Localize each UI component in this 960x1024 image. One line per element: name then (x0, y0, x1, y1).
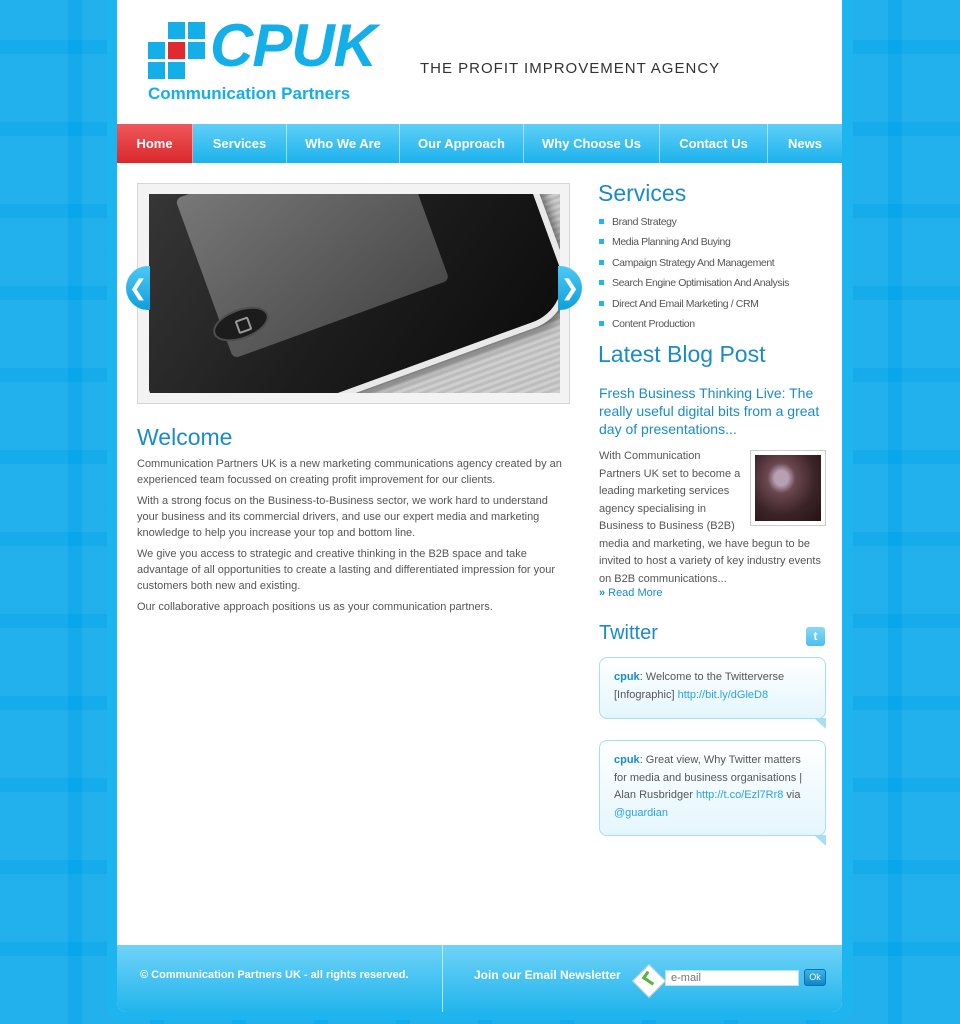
blog-post-title[interactable]: Fresh Business Thinking Live: The really useful digital bits from a great day of presentations... (599, 385, 820, 437)
tweet-suffix: via (783, 789, 801, 801)
service-item-media-planning[interactable]: Media Planning And Buying (598, 234, 838, 254)
slider-prev-arrow-icon[interactable]: ❮ (126, 266, 150, 310)
tweet-user[interactable]: cpuk (614, 671, 640, 683)
read-more-marker: » (599, 587, 606, 599)
blog-thumbnail[interactable] (750, 450, 826, 526)
copyright-text: © Communication Partners UK - all rights reserved. (140, 969, 409, 981)
logo-mark-icon (148, 22, 205, 79)
tweet-user[interactable]: cpuk (614, 754, 640, 766)
tweet-mention[interactable]: @guardian (614, 806, 668, 819)
service-item-brand-strategy[interactable]: Brand Strategy (598, 214, 838, 234)
nav-item-news[interactable]: News (788, 136, 822, 151)
nav-item-services[interactable]: Services (193, 124, 287, 163)
nav-item-our-approach[interactable]: Our Approach (400, 124, 524, 163)
tweet-card (599, 740, 826, 836)
twitter-heading: Twitter (599, 622, 658, 644)
blog-heading: Latest Blog Post (598, 341, 766, 367)
read-more-label: Read More (608, 587, 663, 599)
service-item-direct-email[interactable]: Direct And Email Marketing / CRM (598, 296, 838, 316)
logo[interactable] (148, 12, 377, 110)
welcome-paragraph: We give you access to strategic and creative thinking in the B2B space and take advantage of all opportunities to create a lasting and differentiated impression for your customers both new and existing. (137, 548, 556, 592)
services-list (598, 214, 838, 336)
tagline: THE PROFIT IMPROVEMENT AGENCY (420, 60, 721, 77)
blog-excerpt: With Communication Partners UK set to become a leading marketing services agency specialising in Business to Business (B2B) media and marketing, we have begun to be invited to host a variety of key industry events on B2B communications... (599, 450, 821, 585)
tweet-card (599, 657, 826, 719)
logo-text: CPUK (210, 12, 377, 79)
welcome-paragraph: Communication Partners UK is a new marketing communications agency created by an experienced team focussed on creating profit improvement for our clients. (137, 458, 562, 486)
nav-item-contact-us[interactable]: Contact Us (660, 124, 768, 163)
welcome-paragraph: With a strong focus on the Business-to-Business sector, we work hard to understand your business and its commercial drivers, and use our expert media and marketing knowledge to help you increase your top and bottom line. (137, 495, 548, 539)
slide-image-phone[interactable] (149, 194, 560, 393)
welcome-body (137, 456, 567, 620)
header (117, 0, 842, 124)
newsletter-label: Join our Email Newsletter (474, 968, 621, 982)
read-more-link[interactable] (599, 587, 663, 599)
slider-next-arrow-icon[interactable]: ❯ (558, 266, 582, 310)
footer-divider (442, 945, 443, 1012)
welcome-heading: Welcome (137, 424, 233, 450)
main-nav (117, 124, 842, 163)
services-heading: Services (598, 180, 687, 206)
page-container (117, 0, 842, 1012)
newsletter-ok-button[interactable]: Ok (804, 969, 826, 986)
nav-item-why-choose-us[interactable]: Why Choose Us (524, 124, 660, 163)
image-slider (137, 183, 570, 404)
tweet-text: : Great view, Why Twitter matters for media and business organisations | Alan Rusbridger (614, 754, 803, 801)
service-item-seo[interactable]: Search Engine Optimisation And Analysis (598, 275, 838, 295)
tweet-link[interactable]: http://bit.ly/dGleD8 (677, 688, 769, 701)
footer (117, 945, 842, 1012)
tweet-link[interactable]: http://t.co/Ezl7Rr8 (695, 789, 784, 801)
service-item-campaign-strategy[interactable]: Campaign Strategy And Management (598, 255, 838, 275)
tweet-text: : Welcome to the Twitterverse [Infographic] (614, 671, 785, 701)
logo-subtitle: Communication Partners (148, 84, 351, 103)
newsletter-envelope-icon (632, 964, 666, 998)
nav-item-who-we-are[interactable]: Who We Are (287, 124, 400, 163)
newsletter-email-input[interactable] (665, 970, 799, 986)
nav-item-home[interactable]: Home (117, 124, 193, 163)
service-item-content-production[interactable]: Content Production (598, 316, 838, 336)
welcome-paragraph: Our collaborative approach positions us as your communication partners. (137, 601, 493, 613)
twitter-icon[interactable]: t (806, 627, 825, 646)
